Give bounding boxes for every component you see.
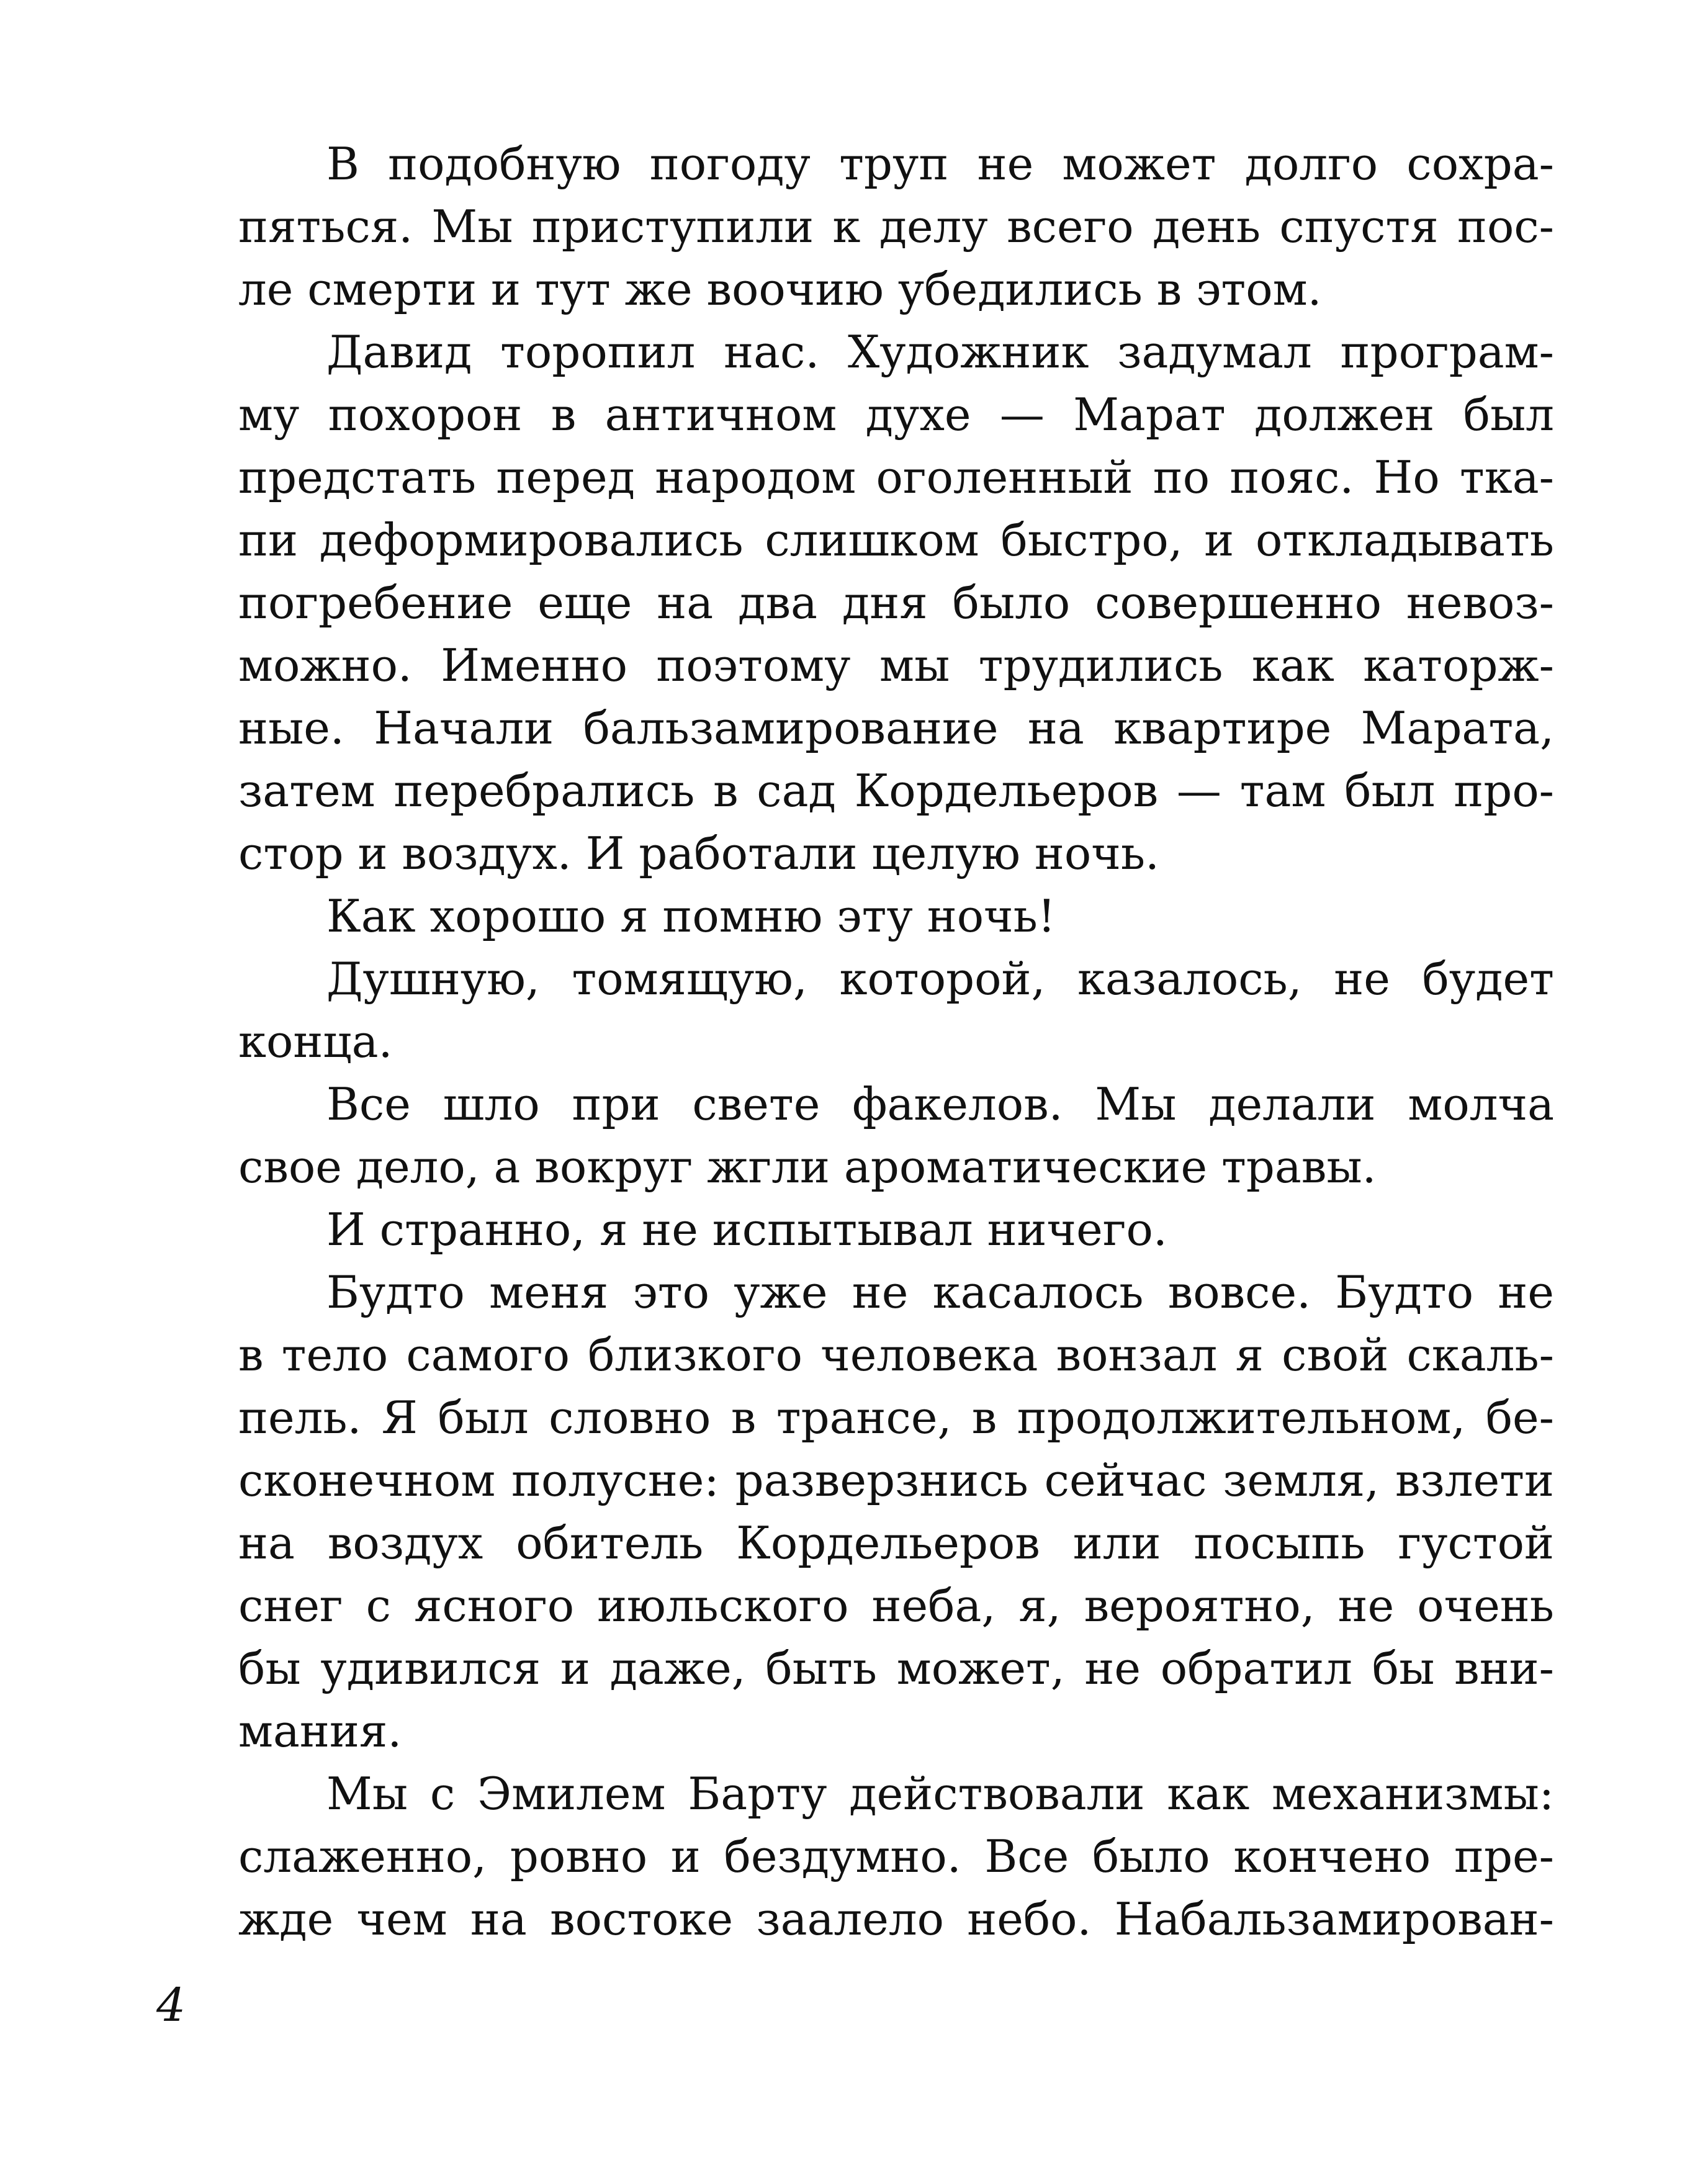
text-line-20: в тело самого близкого человека вонзал я свой скаль- <box>238 1329 1554 1381</box>
text-line-11: затем перебрались в сад Кордельеров — там был про- <box>238 765 1554 817</box>
page-body-text <box>238 133 1554 1951</box>
text-line-12: стор и воздух. И работали целую ночь. <box>238 827 1159 879</box>
text-line-6: предстать перед народом оголенный по пояс. Но тка- <box>238 451 1554 503</box>
page-number: 4 <box>156 1979 186 2032</box>
text-line-29: жде чем на востоке заалело небо. Набальзамирован- <box>238 1893 1554 1945</box>
text-line-22: сконечном полусне: разверзнись сейчас земля, взлети <box>238 1454 1554 1506</box>
text-line-13: Как хорошо я помню эту ночь! <box>326 890 1056 942</box>
text-line-25: бы удивился и даже, быть может, не обратил бы вни- <box>238 1642 1554 1694</box>
text-line-24: снег с ясного июльского неба, я, вероятно, не очень <box>238 1580 1554 1632</box>
text-line-8: погребение еще на два дня было совершенно невоз- <box>238 577 1554 629</box>
text-line-9: можно. Именно поэтому мы трудились как каторж- <box>238 639 1554 691</box>
text-line-21: пель. Я был словно в трансе, в продолжительном, бе- <box>238 1391 1554 1444</box>
text-line-27: Мы с Эмилем Барту действовали как механизмы: <box>326 1768 1554 1820</box>
text-line-15: конца. <box>238 1015 393 1068</box>
text-line-26: мания. <box>238 1705 402 1757</box>
text-line-5: му похорон в античном духе — Марат должен был <box>238 389 1554 441</box>
text-line-16: Все шло при свете факелов. Мы делали молча <box>326 1078 1554 1130</box>
text-line-7: пи деформировались слишком быстро, и откладывать <box>238 514 1554 566</box>
text-line-18: И странно, я не испытывал ничего. <box>326 1203 1167 1256</box>
text-line-10: ные. Начали бальзамирование на квартире Марата, <box>238 702 1554 754</box>
text-line-17: свое дело, а вокруг жгли ароматические травы. <box>238 1141 1377 1193</box>
text-line-1: В подобную погоду труп не может долго сохра- <box>326 138 1554 190</box>
text-line-3: ле смерти и тут же воочию убедились в этом. <box>238 263 1322 315</box>
text-line-14: Душную, томящую, которой, казалось, не будет <box>326 953 1554 1005</box>
text-line-28: слаженно, ровно и бездумно. Все было кончено пре- <box>238 1830 1554 1882</box>
text-line-19: Будто меня это уже не касалось вовсе. Будто не <box>326 1266 1554 1318</box>
text-line-4: Давид торопил нас. Художник задумал програм- <box>326 326 1554 378</box>
text-line-23: на воздух обитель Кордельеров или посыпь густой <box>238 1517 1554 1569</box>
text-line-2: пяться. Мы приступили к делу всего день спустя пос- <box>238 200 1554 253</box>
